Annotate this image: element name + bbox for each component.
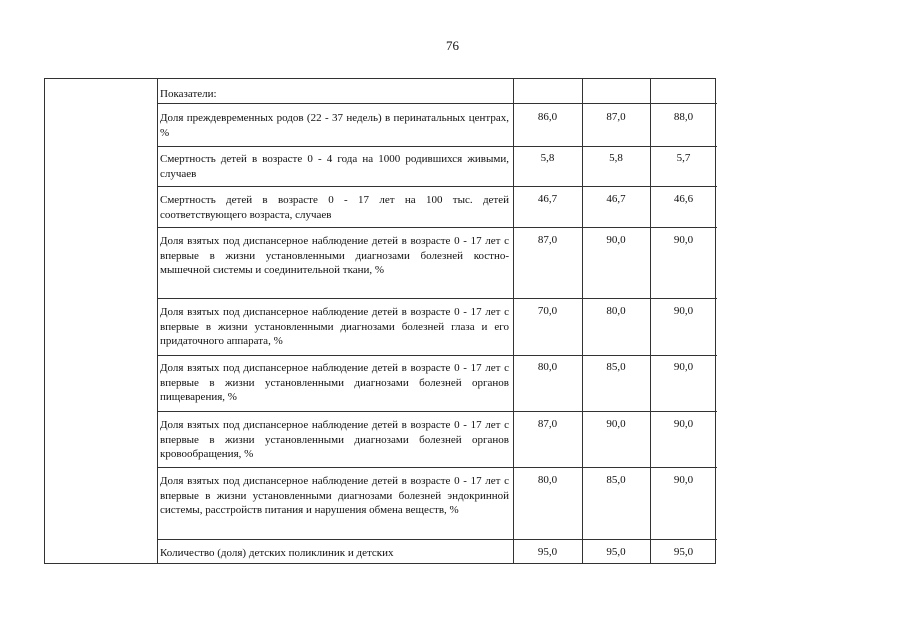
row-divider [157, 103, 717, 104]
indicator-value: 90,0 [673, 234, 694, 246]
indicator-value: 90,0 [673, 361, 694, 373]
row-divider [157, 539, 717, 540]
indicators-table [44, 78, 716, 564]
indicator-value: 95,0 [606, 546, 626, 558]
indicator-value: 90,0 [606, 418, 626, 430]
indicator-text: Доля взятых под диспансерное наблюдение детей в возрасте 0 - 17 лет с впервые в жизни установленными диагнозами болезней костно-мышечной системы и соединительной ткани, % [160, 235, 509, 276]
indicator-text: Доля преждевременных родов (22 - 37 недель) в перинатальных центрах, % [160, 112, 509, 139]
indicator-value: 88,0 [673, 111, 694, 123]
row-divider [157, 411, 717, 412]
indicator-text: Смертность детей в возрасте 0 - 4 года на 1000 родившихся живыми, случаев [160, 153, 509, 180]
indicator-text: Доля взятых под диспансерное наблюдение детей в возрасте 0 - 17 лет с впервые в жизни установленными диагнозами болезней органов пищеварения, % [160, 362, 509, 403]
indicator-text: Смертность детей в возрасте 0 - 17 лет на 100 тыс. детей соответствующего возраста, случаев [160, 194, 509, 221]
indicator-value: 80,0 [606, 305, 626, 317]
indicator-value: 90,0 [673, 305, 694, 317]
indicator-value: 90,0 [673, 474, 694, 486]
indicator-value: 5,8 [540, 152, 555, 164]
column-divider [157, 79, 158, 563]
indicator-value: 70,0 [537, 305, 558, 317]
indicator-value: 85,0 [606, 474, 626, 486]
indicator-value: 90,0 [606, 234, 626, 246]
indicator-value: 46,7 [537, 193, 558, 205]
row-divider [157, 298, 717, 299]
indicator-text: Доля взятых под диспансерное наблюдение детей в возрасте 0 - 17 лет с впервые в жизни установленными диагнозами болезней органов кровообращения, % [160, 419, 509, 460]
indicator-value: 87,0 [537, 418, 558, 430]
indicator-value: 46,7 [606, 193, 626, 205]
page-number: 76 [446, 38, 459, 53]
indicator-value: 95,0 [673, 546, 694, 558]
indicator-value: 46,6 [673, 193, 694, 205]
row-divider [157, 186, 717, 187]
indicator-value: 86,0 [537, 111, 558, 123]
indicator-text: Доля взятых под диспансерное наблюдение детей в возрасте 0 - 17 лет с впервые в жизни установленными диагнозами болезней эндокринной системы, расстройств питания и нарушения обмена веществ, % [160, 475, 509, 516]
row-divider [157, 146, 717, 147]
indicator-value: 90,0 [673, 418, 694, 430]
indicator-value: 80,0 [537, 361, 558, 373]
indicator-value: 87,0 [606, 111, 626, 123]
indicator-value: 85,0 [606, 361, 626, 373]
indicator-value: 5,7 [676, 152, 691, 164]
row-divider [157, 467, 717, 468]
indicator-text: Доля взятых под диспансерное наблюдение детей в возрасте 0 - 17 лет с впервые в жизни установленными диагнозами болезней глаза и его придаточного аппарата, % [160, 306, 509, 347]
row-divider [157, 227, 717, 228]
indicator-text: Количество (доля) детских поликлиник и детских [160, 547, 394, 559]
indicator-value: 95,0 [537, 546, 558, 558]
table-header-label: Показатели: [160, 88, 217, 100]
indicator-value: 5,8 [609, 152, 623, 164]
indicator-value: 87,0 [537, 234, 558, 246]
row-divider [157, 355, 717, 356]
indicator-value: 80,0 [537, 474, 558, 486]
